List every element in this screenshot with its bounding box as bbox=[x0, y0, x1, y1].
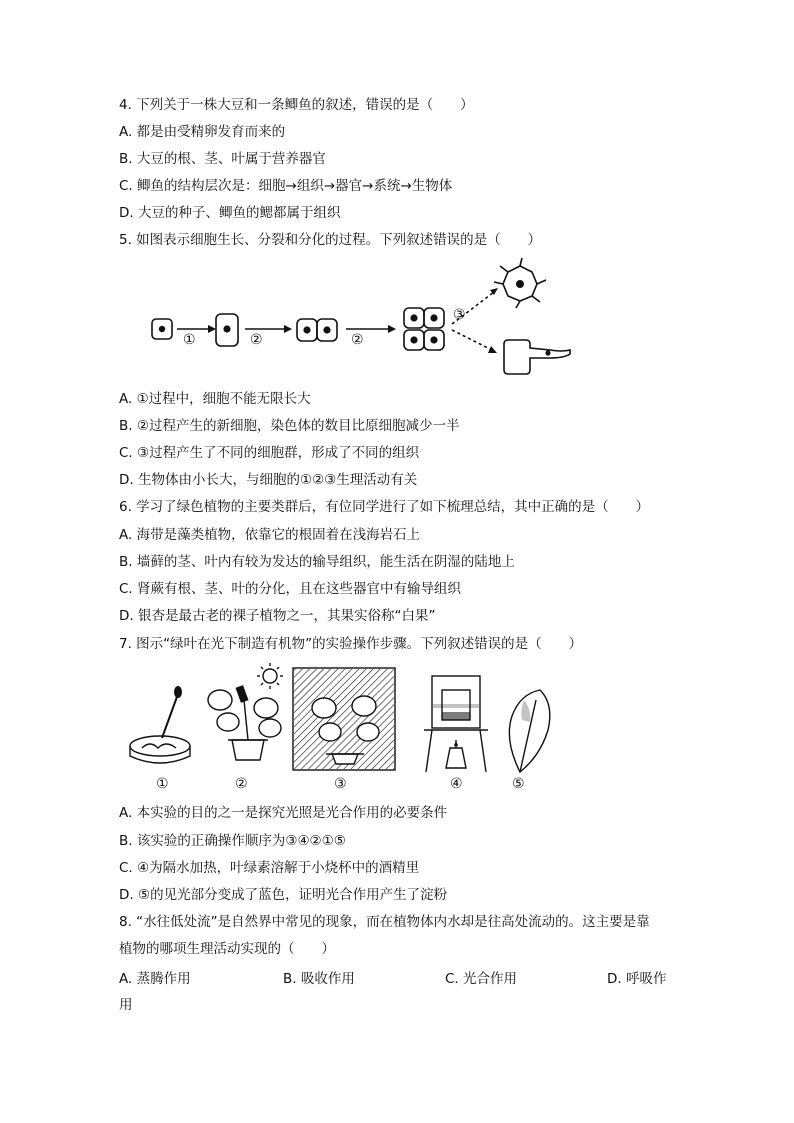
q6-option-a: A. 海带是藻类植物，依靠它的根固着在浅海岩石上 bbox=[119, 527, 421, 543]
q4-option-c: C. 鲫鱼的结构层次是：细胞→组织→器官→系统→生物体 bbox=[119, 178, 453, 194]
q7-stem: 7. 图示“绿叶在光下制造有机物”的实验操作步骤。下列叙述错误的是（ ） bbox=[119, 636, 583, 652]
q6-option-b: B. 墙藓的茎、叶内有较为发达的输导组织，能生活在阴湿的陆地上 bbox=[119, 554, 515, 570]
q4-stem: 4. 下列关于一株大豆和一条鲫鱼的叙述，错误的是（ ） bbox=[119, 97, 474, 113]
q8-option-c: C. 光合作用 bbox=[445, 971, 518, 987]
q5-option-a: A. ①过程中，细胞不能无限长大 bbox=[119, 391, 311, 407]
pot-2 bbox=[232, 740, 264, 760]
q6-option-c: C. 肾蕨有根、茎、叶的分化，且在这些器官中有输导组织 bbox=[119, 581, 462, 597]
q4-option-a: A. 都是由受精卵发育而来的 bbox=[119, 124, 286, 140]
q5-label-1: ① bbox=[183, 332, 196, 348]
q7-label-3: ③ bbox=[334, 776, 347, 792]
q8-option-d-wrap: 用 bbox=[119, 997, 133, 1013]
q5-stem: 5. 如图表示细胞生长、分裂和分化的过程。下列叙述错误的是（ ） bbox=[119, 232, 542, 248]
q8-stem-line1: 8. “水往低处流”是自然界中常见的现象，而在植物体内水却是往高处流动的。这主要是靠 bbox=[119, 914, 650, 930]
q4-option-d: D. 大豆的种子、鲫鱼的鳃都属于组织 bbox=[119, 205, 341, 221]
sun-icon bbox=[263, 669, 277, 683]
q5-label-3: ③ bbox=[453, 307, 466, 323]
q7-option-d: D. ⑤的见光部分变成了蓝色，证明光合作用产生了淀粉 bbox=[119, 887, 448, 903]
q7-label-4: ④ bbox=[450, 776, 463, 792]
q5-option-c: C. ③过程产生了不同的细胞群，形成了不同的组织 bbox=[119, 445, 420, 461]
q5-label-2b: ② bbox=[351, 332, 364, 348]
q7-label-5: ⑤ bbox=[512, 776, 525, 792]
q8-option-b: B. 吸收作用 bbox=[283, 971, 355, 987]
root-hair-cell bbox=[504, 340, 570, 374]
q5-option-b: B. ②过程产生的新细胞，染色体的数目比原细胞减少一半 bbox=[119, 418, 460, 434]
q5-cell-diagram bbox=[140, 258, 580, 383]
alcohol-lamp bbox=[446, 748, 466, 768]
dashed-arrow-down bbox=[452, 330, 492, 350]
q8-option-a: A. 蒸腾作用 bbox=[119, 971, 191, 987]
q7-experiment-figure bbox=[120, 660, 560, 800]
q7-label-2: ② bbox=[235, 776, 248, 792]
q7-option-b: B. 该实验的正确操作顺序为③④②①⑤ bbox=[119, 833, 346, 849]
q7-label-1: ① bbox=[156, 776, 169, 792]
q4-option-b: B. 大豆的根、茎、叶属于营养器官 bbox=[119, 151, 326, 167]
q7-option-a: A. 本实验的目的之一是探究光照是光合作用的必要条件 bbox=[119, 805, 448, 821]
q7-option-c: C. ④为隔水加热，叶绿素溶解于小烧杯中的酒精里 bbox=[119, 860, 420, 876]
q8-options-row bbox=[119, 967, 679, 987]
q6-stem: 6. 学习了绿色植物的主要类群后，有位同学进行了如下梳理总结，其中正确的是（ ） bbox=[119, 499, 650, 515]
q5-option-d: D. 生物体由小长大，与细胞的①②③生理活动有关 bbox=[119, 472, 418, 488]
q6-option-d: D. 银杏是最古老的裸子植物之一，其果实俗称“白果” bbox=[119, 608, 436, 624]
q8-stem-line2: 植物的哪项生理活动实现的（ ） bbox=[119, 941, 335, 957]
q5-label-2a: ② bbox=[250, 332, 263, 348]
q8-option-d: D. 呼吸作 bbox=[607, 971, 667, 987]
dropper bbox=[162, 694, 178, 738]
foil-cover bbox=[236, 685, 249, 703]
